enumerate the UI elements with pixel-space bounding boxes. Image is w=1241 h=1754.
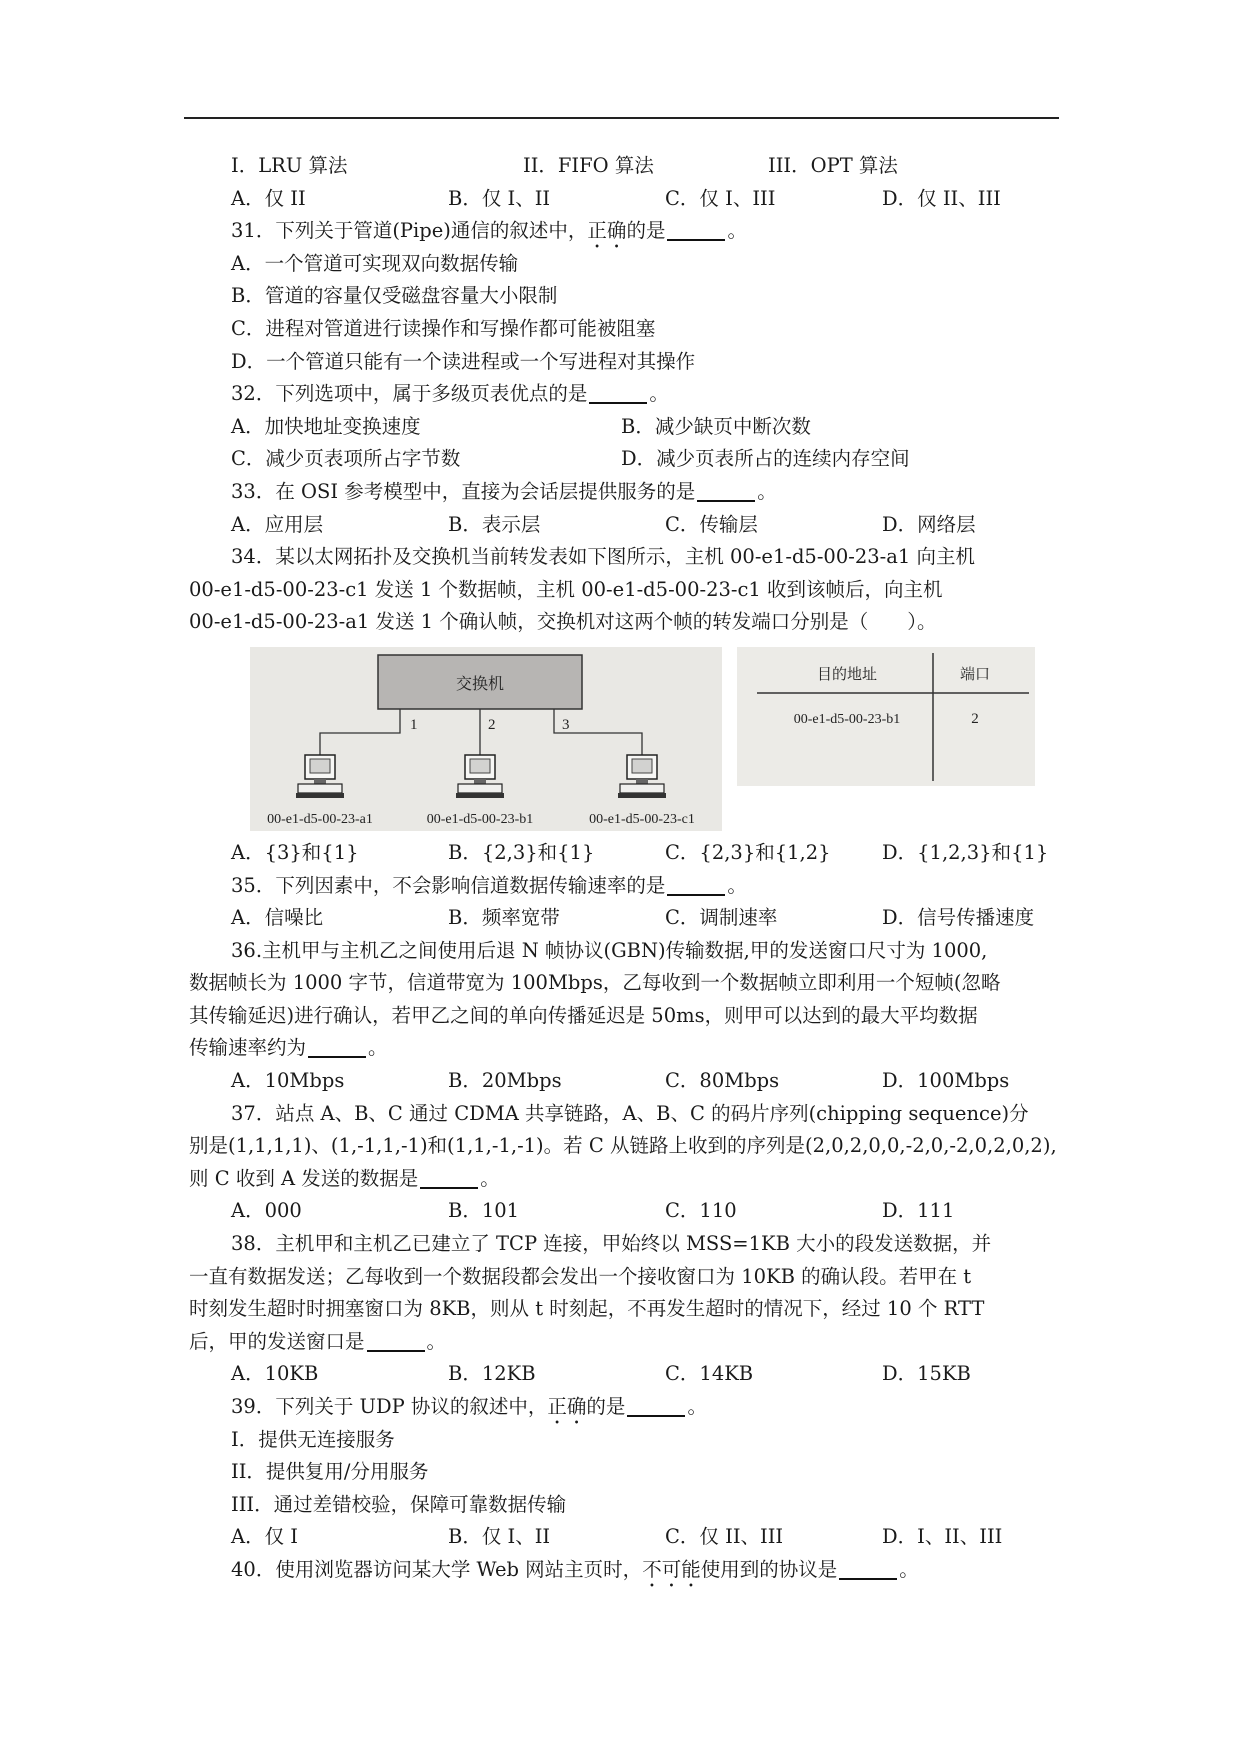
q30-option-a[interactable]: A．仅 II (231, 186, 306, 210)
q38-stem-line1: 38．主机甲和主机乙已建立了 TCP 连接，甲始终以 MSS=1KB 大小的段发送数据，并 (231, 1232, 992, 1256)
answer-blank[interactable] (420, 1167, 478, 1189)
q31-stem: 31．下列关于管道(Pipe)通信的叙述中，正确的是 。 (231, 219, 747, 243)
q34-option-b[interactable]: B．{2,3}和{1} (448, 840, 595, 864)
q33-option-a[interactable]: A．应用层 (231, 512, 324, 536)
q32-option-a[interactable]: A．加快地址变换速度 (231, 414, 421, 438)
q38-stem-line3: 时刻发生超时时拥塞窗口为 8KB，则从 t 时刻起，不再发生超时的情况下，经过 10 个 RTT (189, 1297, 985, 1321)
q32-options-row1 (189, 411, 1059, 444)
q32-options-row2 (189, 443, 1059, 476)
q35-options (189, 902, 1059, 935)
q36-stem-line4: 传输速率约为 。 (189, 1036, 388, 1060)
q31-option-c[interactable]: C．进程对管道进行读操作和写操作都可能被阻塞 (231, 316, 656, 340)
answer-blank[interactable] (367, 1330, 425, 1352)
q39-item-2: II．提供复用/分用服务 (231, 1460, 429, 1484)
q37-option-c[interactable]: C．110 (665, 1199, 737, 1223)
q30-option-b[interactable]: B．仅 I、II (448, 186, 551, 210)
q38-options (189, 1358, 1059, 1391)
q37-stem-line3: 则 C 收到 A 发送的数据是 。 (189, 1166, 500, 1190)
q31-option-b[interactable]: B．管道的容量仅受磁盘容量大小限制 (231, 284, 558, 308)
q34-stem-line1: 34．某以太网拓扑及交换机当前转发表如下图所示，主机 00-e1-d5-00-23-a1 向主机 (231, 545, 975, 569)
q35-option-c[interactable]: C．调制速率 (665, 906, 778, 930)
q39-option-d[interactable]: D．I、II、III (882, 1525, 1003, 1549)
q32-option-b[interactable]: B．减少缺页中断次数 (621, 414, 811, 438)
q39-option-a[interactable]: A．仅 I (231, 1525, 298, 1549)
q33-options (189, 509, 1059, 542)
q39-option-b[interactable]: B．仅 I、II (448, 1525, 551, 1549)
q33-stem: 33．在 OSI 参考模型中，直接为会话层提供服务的是 。 (231, 479, 777, 503)
q39-options (189, 1521, 1059, 1554)
q37-option-b[interactable]: B．101 (448, 1199, 520, 1223)
table-header-port: 端口 (959, 665, 991, 683)
q34-stem-line3: 00-e1-d5-00-23-a1 发送 1 个确认帧，交换机对这两个帧的转发端口分别是（ ）。 (189, 610, 937, 634)
q30-option-d[interactable]: D．仅 II、III (882, 186, 1001, 210)
answer-blank[interactable] (308, 1037, 366, 1059)
q37-option-a[interactable]: A．000 (231, 1199, 302, 1223)
q39-stem: 39．下列关于 UDP 协议的叙述中，正确的是 。 (231, 1395, 707, 1418)
q40-stem: 40．使用浏览器访问某大学 Web 网站主页时，不可能使用到的协议是 。 (231, 1557, 919, 1581)
q38-option-c[interactable]: C．14KB (665, 1362, 754, 1386)
host-label-c1: 00-e1-d5-00-23-c1 (589, 811, 695, 827)
q35-option-a[interactable]: A．信噪比 (231, 906, 324, 930)
q36-option-d[interactable]: D．100Mbps (882, 1069, 1010, 1093)
answer-blank[interactable] (627, 1396, 685, 1418)
q30-item-2: II．FIFO 算法 (523, 154, 654, 177)
switch-label: 交换机 (455, 675, 505, 693)
q40-emphasis: 不可能 (642, 1557, 701, 1581)
q30-item-3: III．OPT 算法 (768, 154, 898, 177)
q30-options (189, 183, 1059, 216)
q30-item-1: I．LRU 算法 (231, 154, 348, 177)
q37-options (189, 1195, 1059, 1228)
q39-emphasis: 正确 (547, 1395, 587, 1418)
q36-options (189, 1065, 1059, 1098)
q38-option-a[interactable]: A．10KB (231, 1362, 319, 1386)
port-label-1: 1 (410, 716, 418, 733)
q34-option-d[interactable]: D．{1,2,3}和{1} (882, 840, 1049, 864)
q37-option-d[interactable]: D．111 (882, 1199, 955, 1223)
q31-option-a[interactable]: A．一个管道可实现双向数据传输 (231, 251, 519, 275)
q31-emphasis: 正确 (587, 219, 627, 243)
network-topology-diagram (250, 647, 722, 831)
q30-items (189, 150, 1059, 183)
table-cell-port: 2 (971, 710, 979, 727)
q31-option-d[interactable]: D．一个管道只能有一个读进程或一个写进程对其操作 (231, 349, 696, 373)
q32-option-c[interactable]: C．减少页表项所占字节数 (231, 447, 461, 471)
answer-blank[interactable] (667, 220, 725, 242)
port-label-2: 2 (488, 716, 496, 733)
table-cell-address: 00-e1-d5-00-23-b1 (793, 711, 901, 727)
answer-blank[interactable] (667, 874, 725, 896)
answer-blank[interactable] (697, 480, 755, 502)
host-label-b1: 00-e1-d5-00-23-b1 (426, 811, 534, 827)
q39-item-3: III．通过差错校验，保障可靠数据传输 (231, 1492, 567, 1516)
q36-option-a[interactable]: A．10Mbps (231, 1069, 345, 1093)
q38-option-b[interactable]: B．12KB (448, 1362, 536, 1386)
q39-option-c[interactable]: C．仅 II、III (665, 1525, 784, 1549)
q34-figure (189, 639, 1059, 837)
q38-stem-line2: 一直有数据发送；乙每收到一个数据段都会发出一个接收窗口为 10KB 的确认段。若甲在 t (189, 1264, 972, 1288)
table-header-address: 目的地址 (816, 665, 878, 683)
header-rule (184, 117, 1059, 119)
q38-stem-line4: 后，甲的发送窗口是 。 (189, 1329, 447, 1353)
q34-stem-line2: 00-e1-d5-00-23-c1 发送 1 个数据帧，主机 00-e1-d5-00-23-c1 收到该帧后，向主机 (189, 577, 943, 601)
q36-option-b[interactable]: B．20Mbps (448, 1069, 562, 1093)
q37-stem-line2: 别是(1,1,1,1)、(1,-1,1,-1)和(1,1,-1,-1)。若 C 从链路上收到的序列是(2,0,2,0,0,-2,0,-2,0,2,0,2), (189, 1134, 1057, 1158)
host-label-a1: 00-e1-d5-00-23-a1 (267, 811, 373, 827)
answer-blank[interactable] (589, 383, 647, 405)
q32-stem: 32．下列选项中，属于多级页表优点的是 。 (231, 382, 669, 406)
q36-stem-line3: 其传输延迟)进行确认，若甲乙之间的单向传播延迟是 50ms，则甲可以达到的最大平均数据 (189, 1003, 978, 1027)
q32-option-d[interactable]: D．减少页表所占的连续内存空间 (621, 447, 910, 471)
q34-option-c[interactable]: C．{2,3}和{1,2} (665, 840, 831, 864)
q38-option-d[interactable]: D．15KB (882, 1362, 971, 1386)
q36-stem-line1: 36.主机甲与主机乙之间使用后退 N 帧协议(GBN)传输数据,甲的发送窗口尺寸为 1000, (231, 938, 988, 962)
q33-option-d[interactable]: D．网络层 (882, 512, 976, 536)
answer-blank[interactable] (839, 1558, 897, 1580)
q30-option-c[interactable]: C．仅 I、III (665, 186, 776, 210)
q36-option-c[interactable]: C．80Mbps (665, 1069, 780, 1093)
port-label-3: 3 (562, 716, 570, 733)
q33-option-b[interactable]: B．表示层 (448, 512, 541, 536)
q35-stem: 35．下列因素中，不会影响信道数据传输速率的是 。 (231, 873, 747, 897)
q36-stem-line2: 数据帧长为 1000 字节，信道带宽为 100Mbps，乙每收到一个数据帧立即利用一个短帧(忽略 (189, 971, 1001, 995)
q35-option-d[interactable]: D．信号传播速度 (882, 906, 1035, 930)
forwarding-table (737, 647, 1035, 786)
exam-content (189, 150, 1059, 1587)
q33-option-c[interactable]: C．传输层 (665, 512, 758, 536)
q35-option-b[interactable]: B．频率宽带 (448, 906, 560, 930)
q37-stem-line1: 37．站点 A、B、C 通过 CDMA 共享链路，A、B、C 的码片序列(chipping sequence)分 (231, 1101, 1029, 1125)
q34-options (189, 837, 1059, 870)
q39-item-1: I．提供无连接服务 (231, 1427, 395, 1451)
q34-option-a[interactable]: A．{3}和{1} (231, 840, 359, 864)
